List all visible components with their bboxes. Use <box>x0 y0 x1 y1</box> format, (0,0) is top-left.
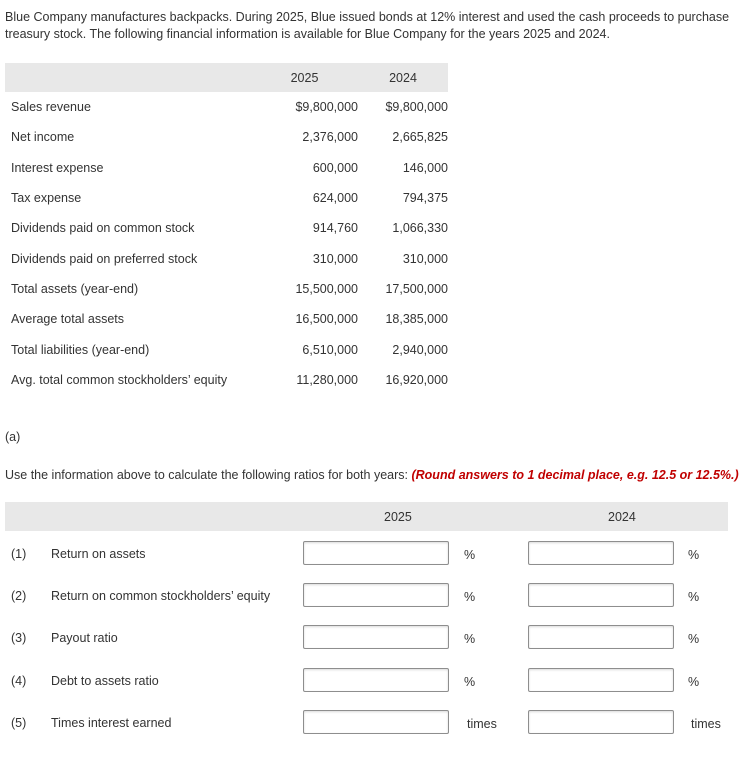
row-label: Interest expense <box>11 160 104 175</box>
answer-input-2024[interactable] <box>528 541 674 565</box>
ratio-number: (3) <box>11 631 27 645</box>
ratio-number: (5) <box>11 716 27 730</box>
table-row <box>5 334 448 364</box>
row-label: Total assets (year-end) <box>11 281 139 296</box>
row-label: Avg. total common stockholders’ equity <box>11 372 228 387</box>
unit-2024: times <box>691 717 721 731</box>
row-label: Dividends paid on preferred stock <box>11 251 198 266</box>
row-label: Sales revenue <box>11 100 91 115</box>
value-2025: 914,760 <box>312 221 358 236</box>
ratio-number: (1) <box>11 547 27 561</box>
value-2024: $9,800,000 <box>385 100 448 115</box>
table-header-row <box>5 63 448 92</box>
ratio-name: Return on assets <box>51 547 146 561</box>
answer-input-2025[interactable] <box>303 541 449 565</box>
header-2025: 2025 <box>251 63 358 92</box>
value-2025: 624,000 <box>312 191 358 206</box>
value-2025: 6,510,000 <box>302 342 358 357</box>
table-row <box>5 304 448 334</box>
answer-input-2025[interactable] <box>303 625 449 649</box>
ratio-header-2025: 2025 <box>384 510 412 524</box>
instruction-text: Use the information above to calculate the following ratios for both years: <box>5 468 408 482</box>
answer-input-2025[interactable] <box>303 710 449 734</box>
ratio-number: (4) <box>11 674 27 688</box>
value-2024: 146,000 <box>402 160 448 175</box>
answer-input-2025[interactable] <box>303 583 449 607</box>
value-2025: 16,500,000 <box>295 312 358 327</box>
value-2025: $9,800,000 <box>295 100 358 115</box>
table-row <box>5 243 448 273</box>
value-2025: 2,376,000 <box>302 130 358 145</box>
ratio-name: Times interest earned <box>51 716 172 730</box>
unit-2024: % <box>688 632 700 646</box>
table-row <box>5 213 448 243</box>
ratio-name: Payout ratio <box>51 631 118 645</box>
table-row <box>5 92 448 122</box>
ratio-row <box>0 625 743 653</box>
value-2025: 15,500,000 <box>295 281 358 296</box>
answer-input-2025[interactable] <box>303 668 449 692</box>
row-label: Total liabilities (year-end) <box>11 342 150 357</box>
unit-2025: % <box>464 675 476 689</box>
ratio-table-header <box>5 502 728 531</box>
table-row <box>5 153 448 183</box>
value-2024: 17,500,000 <box>385 281 448 296</box>
unit-2025: times <box>467 717 497 731</box>
unit-2025: % <box>464 632 476 646</box>
table-row <box>5 274 448 304</box>
part-label: (a) <box>5 430 21 444</box>
ratio-name: Return on common stockholders’ equity <box>51 589 271 603</box>
ratio-row <box>0 668 743 696</box>
row-label: Tax expense <box>11 191 82 206</box>
table-row <box>5 183 448 213</box>
ratio-number: (2) <box>11 589 27 603</box>
unit-2024: % <box>688 548 700 562</box>
row-label: Dividends paid on common stock <box>11 221 195 236</box>
instruction <box>5 468 739 482</box>
unit-2025: % <box>464 548 476 562</box>
unit-2025: % <box>464 590 476 604</box>
financial-info-table <box>5 63 448 395</box>
answer-input-2024[interactable] <box>528 625 674 649</box>
value-2025: 310,000 <box>312 251 358 266</box>
table-row <box>5 365 448 395</box>
value-2024: 2,940,000 <box>392 342 448 357</box>
value-2024: 1,066,330 <box>392 221 448 236</box>
ratio-row <box>0 541 743 569</box>
row-label: Net income <box>11 130 75 145</box>
value-2024: 18,385,000 <box>385 312 448 327</box>
ratio-row <box>0 710 743 738</box>
answer-input-2024[interactable] <box>528 668 674 692</box>
value-2024: 310,000 <box>402 251 448 266</box>
header-2024: 2024 <box>358 63 448 92</box>
unit-2024: % <box>688 590 700 604</box>
rounding-note: (Round answers to 1 decimal place, e.g. 12.5 or 12.5%.) <box>411 468 739 482</box>
row-label: Average total assets <box>11 312 125 327</box>
value-2024: 2,665,825 <box>392 130 448 145</box>
unit-2024: % <box>688 675 700 689</box>
table-row <box>5 122 448 152</box>
value-2024: 794,375 <box>402 191 448 206</box>
problem-intro: Blue Company manufactures backpacks. During 2025, Blue issued bonds at 12% interest and used the cash proceeds to purchase treasury stock. The following financial information is available for Blue Company for the years 2025 and 2024. <box>5 10 730 41</box>
value-2025: 600,000 <box>312 160 358 175</box>
ratio-row <box>0 583 743 611</box>
ratio-header-2024: 2024 <box>608 510 636 524</box>
value-2024: 16,920,000 <box>385 372 448 387</box>
answer-input-2024[interactable] <box>528 710 674 734</box>
answer-input-2024[interactable] <box>528 583 674 607</box>
ratio-name: Debt to assets ratio <box>51 674 159 688</box>
header-blank <box>5 63 251 92</box>
value-2025: 11,280,000 <box>296 372 358 387</box>
